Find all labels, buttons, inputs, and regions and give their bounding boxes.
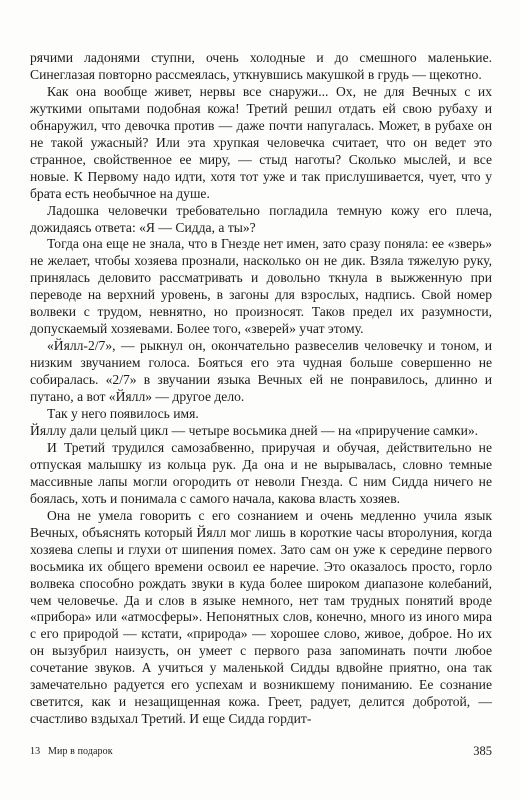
signature-mark: 13 Мир в подарок bbox=[30, 746, 113, 757]
paragraph: Она не умела говорить с его сознанием и очень медленно учила язык Вечных, объяснять который Йялл мог лишь в короткие часы второлуния, когда хозяева слепы и глухи от шипения помех. Зато сам он уже к середине первого восьмика их общего времени освоил ее наречие. Это оказалось просто, горло волвека способно рождать звуки в куда более широком диапазоне колебаний, чем человечье. Да и слов в языке немного, нет там трудных понятий вроде «прибора» или «атмосферы». Непонятных слов, конечно, много из иного мира с его природой — кстати, «природа» — хорошее слово, живое, доброе. Но их он вызубрил наизусть, он умеет с первого раза запоминать почти любое сочетание звуков. А учиться у маленькой Сидды вдвойне приятно, она так замечательно радуется его успехам и возникшему пониманию. Ее сознание светится, как и незащищенная кожа. Греет, радует, делится добротой, — счастливо вздыхал Третий. И еще Сидда гордит- bbox=[30, 507, 492, 727]
paragraph: Тогда она еще не знала, что в Гнезде нет имен, зато сразу поняла: ее «зверь» не желает, чтобы хозяева прознали, насколько он не дик. Взяла тяжелую руку, принялась деловито рассматривать и довольно ткнула в выжженную при переводе на верхний уровень, в загоны для взрослых, надпись. Свой номер волвеки с трудом, невнятно, но произносят. Таков предел их разумности, допускаемый хозяевами. Более того, «зверей» учат этому. bbox=[30, 236, 492, 337]
paragraph: Ладошка человечки требовательно погладила темную кожу его плеча, дожидаясь ответа: «Я — Сидда, а ты»? bbox=[30, 202, 492, 235]
paragraph: Йяллу дали целый цикл — четыре восьмика дней — на «приручение самки». bbox=[30, 422, 479, 438]
paragraph: «Йялл-2/7», — рыкнул он, окончательно развеселив человечку и тоном, и низким звучанием голоса. Бояться его эта чудная больше совершенно не собиралась. «2/7» в звучании языка Вечных ей не понравилось, длинно и путано, а вот «Йялл» — другое дело. bbox=[30, 338, 492, 405]
paragraph: И Третий трудился самозабвенно, приручая и обучая, действительно не отпуская малышку из кольца рук. Да она и не вырывалась, словно темные массивные лапы могли огородить от неволи Гнезда. С ним Сидда ничего не боялась, хоть и понимала с самого начала, какова власть хозяев. bbox=[30, 439, 492, 506]
page-footer bbox=[30, 744, 492, 762]
paragraph: рячими ладонями ступни, очень холодные и до смешного маленькие. Синеглазая повторно рассмеялась, уткнувшись макушкой в грудь — щекотно. bbox=[30, 50, 492, 82]
paragraph: Как она вообще живет, нервы все снаружи... Ох, не для Вечных с их жуткими опытами подобная кожа! Третий решил отдать ей свою рубаху и обнаружил, что девочка против — даже почти напугалась. Может, в рубахе он не такой ужасный? Или эта хрупкая человечка считает, что он ведет это странное, свойственное ее миру, — стыд наготы? Сколько мыслей, и все новые. К Первому надо идти, хотя тот уже и так прислушивается, чует, что у брата есть необычное на душе. bbox=[30, 83, 492, 201]
page-number: 385 bbox=[473, 744, 492, 758]
paragraph: Так у него появилось имя. bbox=[47, 406, 199, 422]
body-text bbox=[30, 50, 492, 728]
